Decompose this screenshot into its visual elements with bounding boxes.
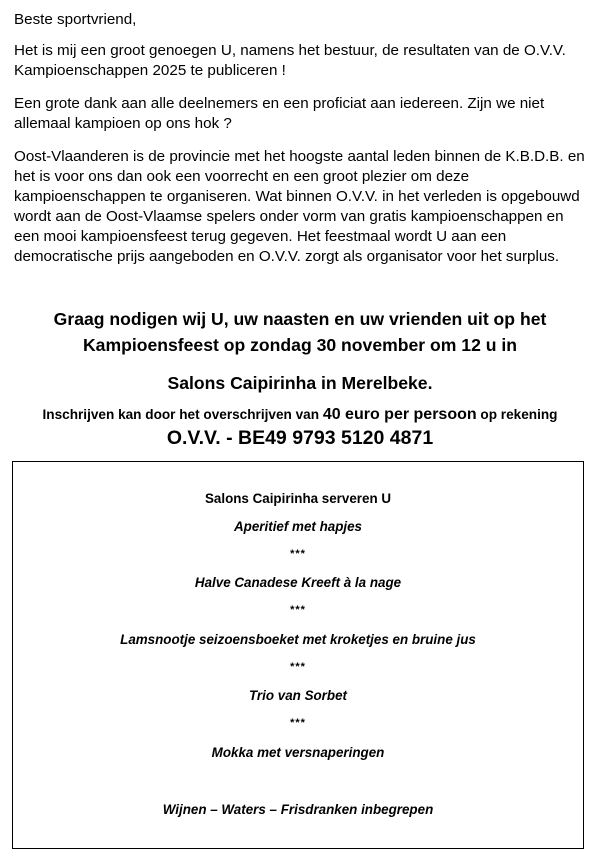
menu-course-aperitif: Aperitief met hapjes bbox=[234, 519, 362, 534]
paragraph-province: Oost-Vlaanderen is de provincie met het hoogste aantal leden binnen de K.B.D.B. en het is voor ons dan ook een voorrecht en een groot plezier om deze kampioenschappen te organiseren. Wat binnen O.V.V. in het verleden is opgebouwd wordt aan de Oost-Vlaamse spelers onder vorm van gratis kampioenschappen en een mooi kampioensfeest terug gegeven. Het feestmaal wordt U aan een democratische prijs aangeboden en O.V.V. zorgt als organisator voor het surplus. bbox=[14, 148, 585, 265]
invitation-line-1: Graag nodigen wij U, uw naasten en uw vrienden uit op het bbox=[53, 309, 547, 329]
subscription-amount: 40 euro per persoon bbox=[322, 406, 477, 423]
menu-course-lobster: Halve Canadese Kreeft à la nage bbox=[194, 575, 402, 590]
menu-course-mokka: Mokka met versnaperingen bbox=[211, 745, 385, 760]
menu-separator: *** bbox=[290, 717, 306, 729]
subscription-instructions bbox=[0, 406, 600, 424]
invitation-line-2: Kampioensfeest op zondag 30 november om 12 u in bbox=[82, 335, 518, 355]
paragraph-thanks: Een grote dank aan alle deelnemers en een proficiat aan iedereen. Zijn we niet allemaal kampioen op ons hok ? bbox=[14, 95, 545, 132]
greeting: Beste sportvriend, bbox=[14, 11, 137, 28]
paragraph-publication: Het is mij een groot genoegen U, namens het bestuur, de resultaten van de O.V.V. Kampioenschappen 2025 te publiceren ! bbox=[14, 42, 566, 79]
letter-body bbox=[14, 10, 589, 280]
menu-course-lamb: Lamsnootje seizoensboeket met kroketjes en bruine jus bbox=[120, 632, 476, 647]
menu-box bbox=[12, 461, 584, 849]
subscription-suffix: op rekening bbox=[480, 407, 558, 422]
menu-drinks: Wijnen – Waters – Frisdranken inbegrepen bbox=[162, 802, 434, 817]
invitation bbox=[0, 306, 600, 450]
menu-title: Salons Caipirinha serveren U bbox=[204, 491, 392, 506]
menu-course-sorbet: Trio van Sorbet bbox=[249, 688, 347, 703]
menu-separator: *** bbox=[290, 548, 306, 560]
bank-account: O.V.V. - BE49 9793 5120 4871 bbox=[166, 427, 434, 449]
menu-separator: *** bbox=[290, 604, 306, 616]
invitation-venue: Salons Caipirinha in Merelbeke. bbox=[167, 373, 433, 393]
subscription-prefix: Inschrijven kan door het overschrijven van bbox=[42, 407, 320, 422]
menu-separator: *** bbox=[290, 661, 306, 673]
